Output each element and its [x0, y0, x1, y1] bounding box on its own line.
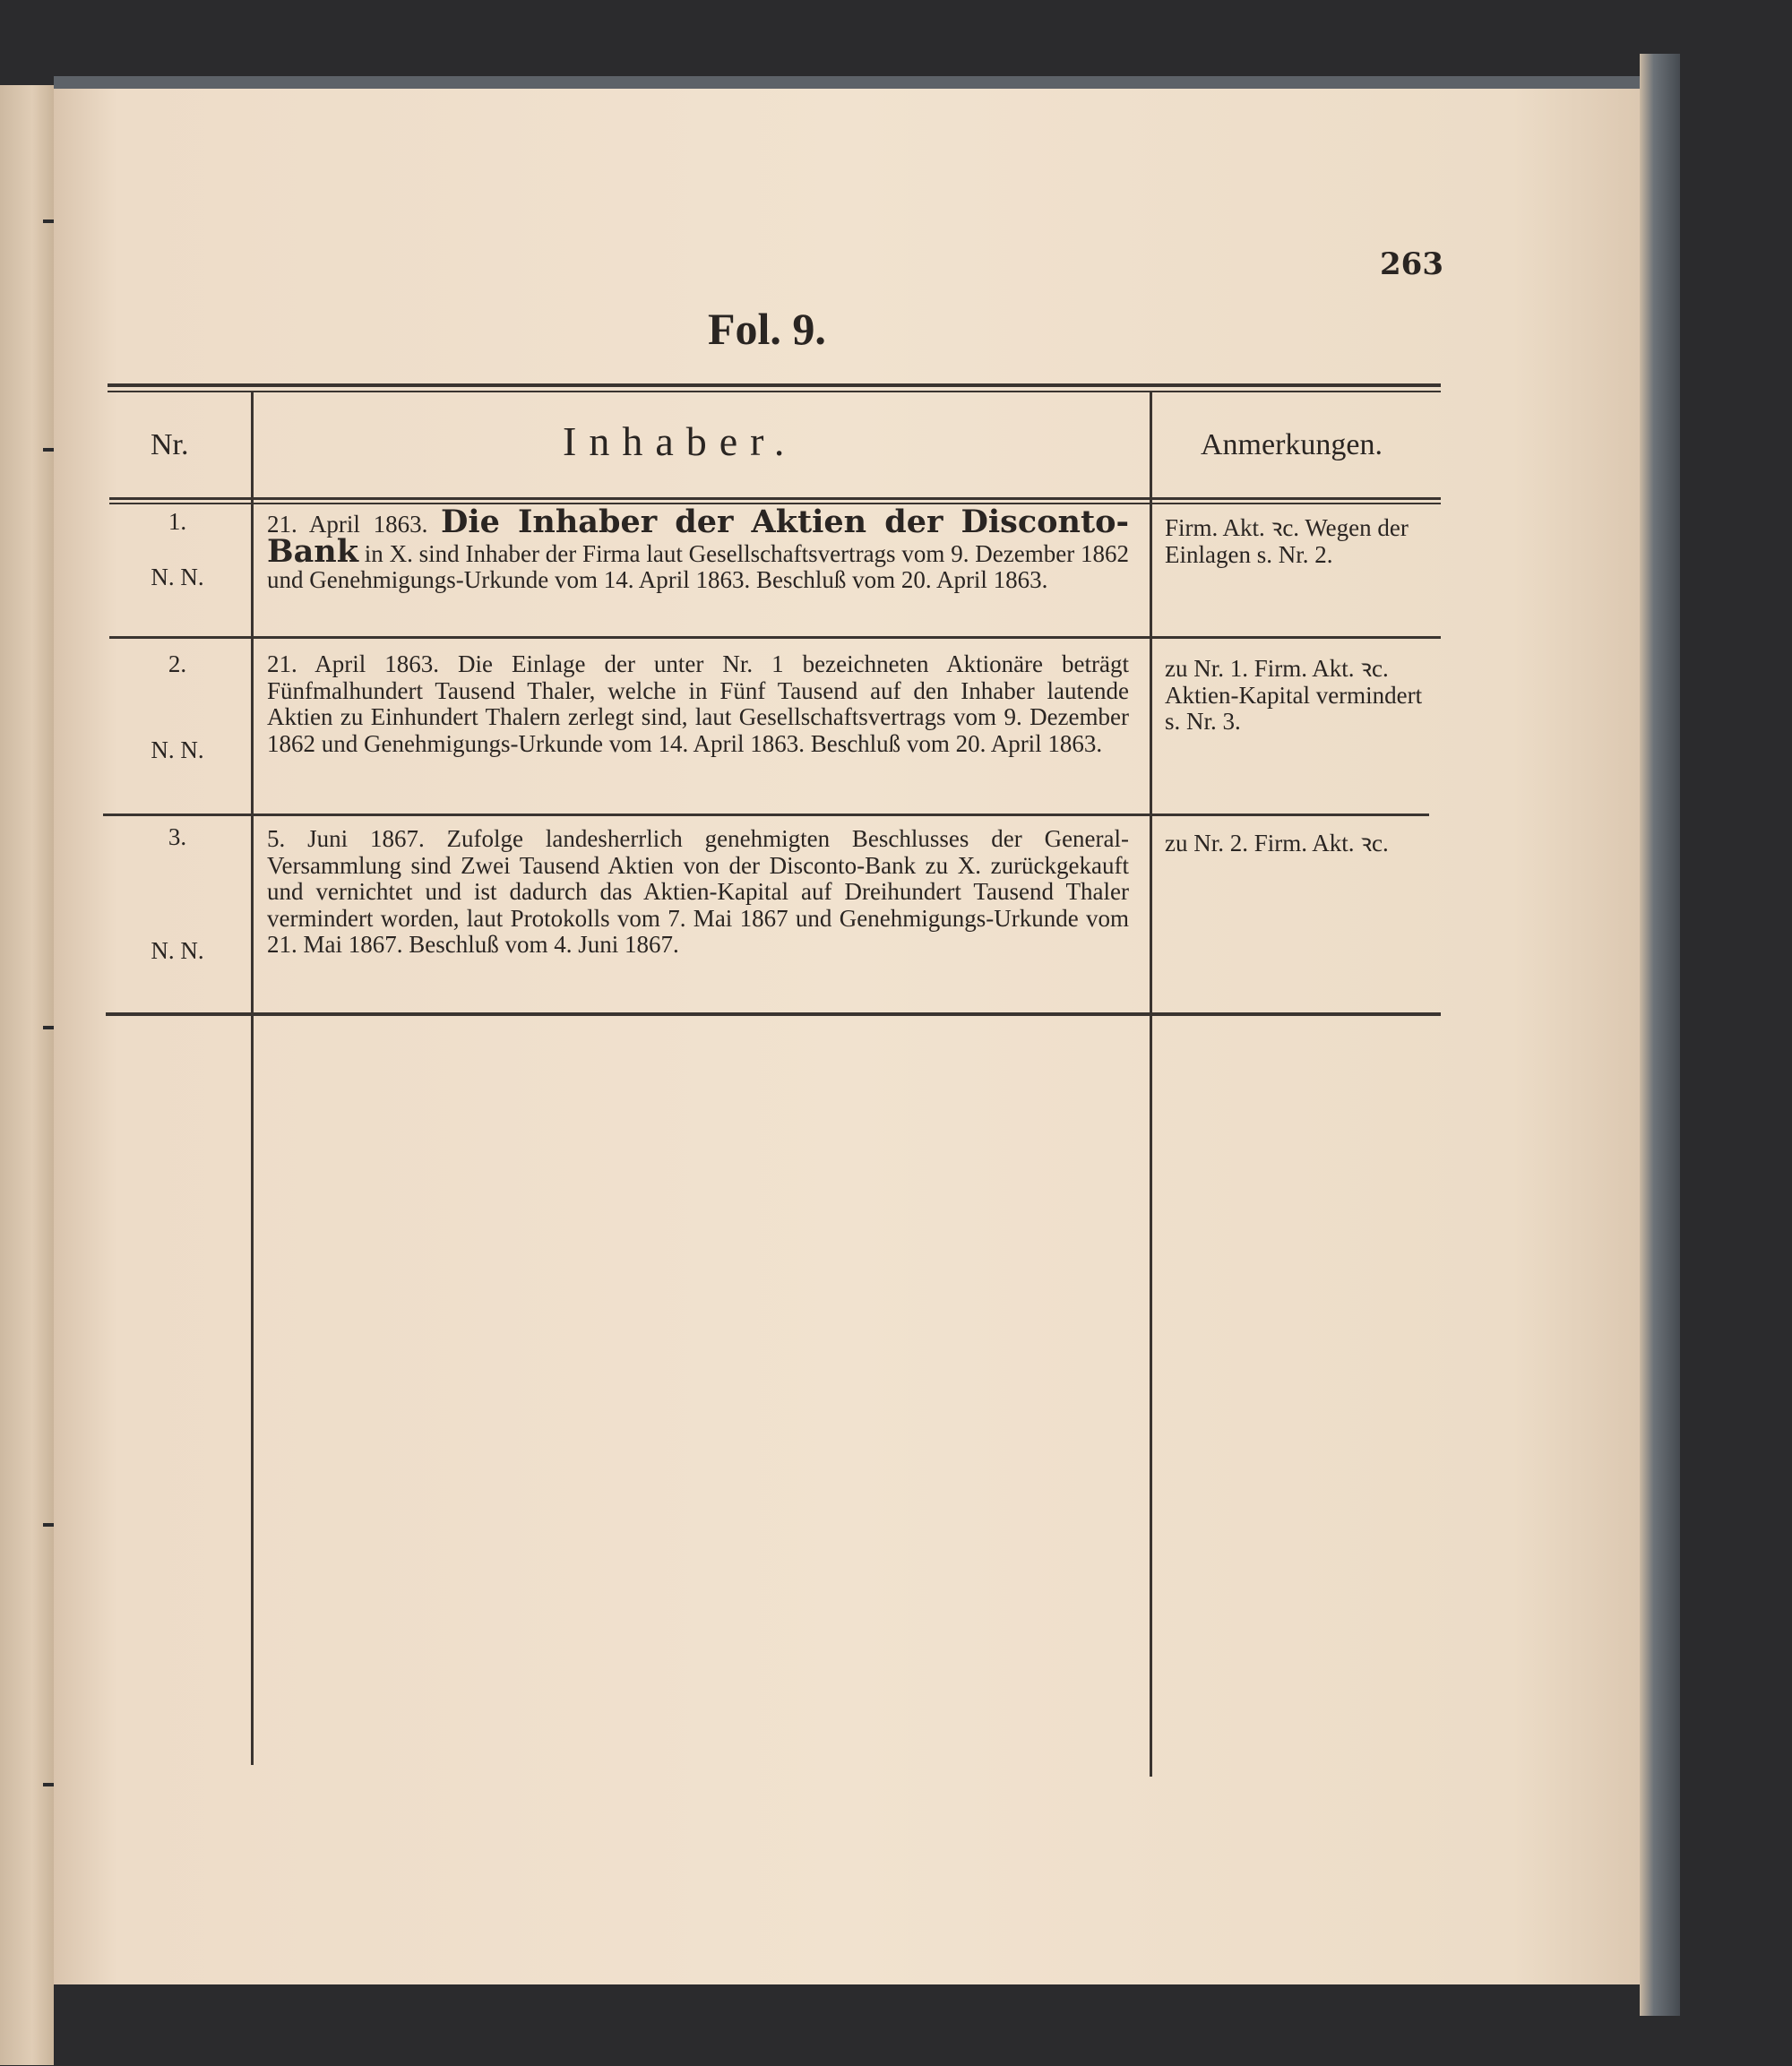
- folio-title: Fol. 9.: [708, 304, 826, 354]
- left-page-edge: [0, 85, 54, 2065]
- row-3-note: zu Nr. 2. Firm. Akt. ꝛc.: [1165, 830, 1389, 857]
- book-page: [54, 76, 1640, 1984]
- row-3-number: 3.: [168, 823, 187, 850]
- row-1-note: Firm. Akt. ꝛc. Wegen der Einlagen s. Nr. 2.: [1165, 514, 1409, 568]
- row-2-note: zu Nr. 1. Firm. Akt. ꝛc. Aktien-Kapital vermindert s. Nr. 3.: [1165, 655, 1423, 735]
- header-bottom-rule: [109, 497, 1441, 500]
- header-nr: Nr.: [151, 428, 189, 461]
- row-1-company-name: Die Inhaber der Aktien der Disconto-Bank: [267, 504, 1129, 570]
- table-top-rule: [108, 383, 1441, 387]
- row-1-date: 21. April 1863.: [267, 511, 428, 538]
- row-3-text: Zufolge landesherrlich genehmigten Beschlusses der General-Versammlung sind Zwei Tausend Aktien von der Disconto-Bank zu X. zurückgekauft und vernichtet und ist dadurch das Aktien-Kapital auf Dreihundert Tausend Thaler vermindert worden, laut Protokolls vom 7. Mai 1867 und Genehmigungs-Urkunde vom 21. Mai 1867. Beschluß vom 4. Juni 1867.: [267, 825, 1130, 958]
- row-3-bottom-rule: [106, 1012, 1441, 1016]
- row-1-nn: N. N.: [151, 564, 204, 590]
- header-anmerkungen: Anmerkungen.: [1201, 428, 1383, 461]
- row-1-text: in X. sind Inhaber der Firma laut Gesellschaftsvertrags vom 9. Dezember 1862 und Genehmigungs-Urkunde vom 14. April 1863. Beschluß vom 20. April 1863.: [267, 539, 1130, 593]
- column-divider-left: [251, 392, 254, 1765]
- row-2-text: Die Einlage der unter Nr. 1 bezeichneten Aktionäre beträgt Fünfmalhundert Tausend Thaler, welche in Fünf Tausend auf den Inhaber lautende Aktien zu Einhundert Thalern zerlegt sind, laut Gesellschaftsvertrags vom 9. Dezember 1862 und Genehmigungs-Urkunde vom 14. April 1863. Beschluß vom 20. April 1863.: [267, 650, 1129, 757]
- row-3-date: 5. Juni 1867.: [267, 825, 425, 852]
- row-2-number: 2.: [168, 650, 187, 677]
- row-2-nn: N. N.: [151, 736, 204, 763]
- row-1-entry: [267, 504, 1130, 594]
- header-inhaber: Inhaber.: [563, 418, 797, 464]
- table-top-rule-thin: [108, 391, 1441, 392]
- row-3-nn: N. N.: [151, 937, 204, 964]
- column-divider-right: [1150, 392, 1152, 1777]
- row-3-entry: [267, 826, 1129, 959]
- row-2-date: 21. April 1863.: [267, 650, 440, 677]
- row-2-entry: [267, 651, 1129, 757]
- book-cover-edge: [1640, 54, 1680, 2016]
- row-1-bottom-rule: [109, 636, 1441, 639]
- page-number: 263: [1380, 246, 1443, 282]
- row-1-number: 1.: [168, 508, 187, 535]
- row-2-bottom-rule: [103, 813, 1429, 816]
